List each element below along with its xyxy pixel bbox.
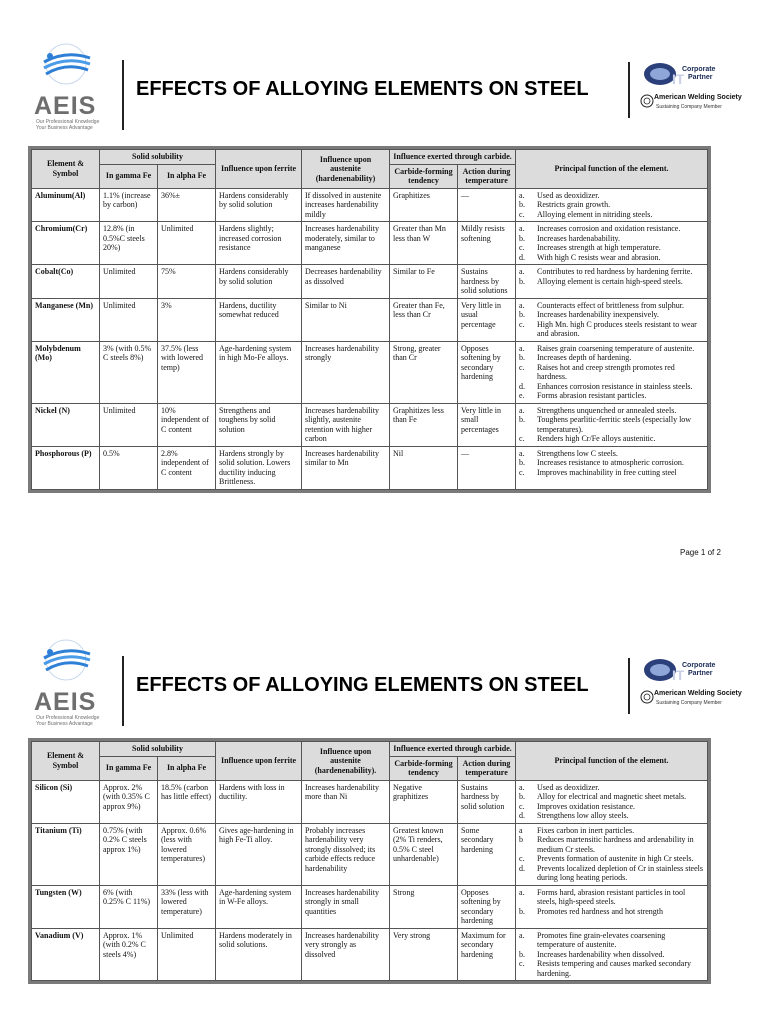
- list-item: [519, 234, 704, 244]
- list-text: Resists tempering and causes marked secondary hardening.: [537, 959, 691, 978]
- list-item: [519, 931, 704, 950]
- list-text: Renders high Cr/Fe alloys austenitic.: [537, 434, 656, 443]
- gamma-cell: 1.1% (increase by carbon): [100, 188, 158, 222]
- list-marker: c.: [519, 467, 525, 477]
- list-item: [519, 468, 704, 478]
- alpha-cell: Approx. 0.6% (less with lowered temperatures): [158, 823, 216, 885]
- list-text: Increases corrosion and oxidation resistance.: [537, 224, 681, 233]
- austenite-cell: Increases hardenability strongly in small quantities: [302, 885, 390, 928]
- element-cell: Vanadium (V): [32, 928, 100, 981]
- header-carbide-forming: Carbide-forming tendency: [390, 164, 458, 188]
- list-text: Counteracts effect of brittleness from sulphur.: [537, 300, 684, 310]
- gamma-cell: Unlimited: [100, 298, 158, 341]
- ferrite-cell: Hardens moderately in solid solutions.: [216, 928, 302, 981]
- list-text: Raises hot and creep strength promotes red hardness.: [537, 362, 675, 381]
- svg-text:IT: IT: [672, 71, 684, 87]
- list-text: Increases resistance to atmospheric corrosion.: [537, 458, 684, 467]
- list-item: [519, 243, 704, 253]
- list-text: Contributes to red hardness by hardening ferrite.: [537, 267, 693, 276]
- aeis-logo: [30, 42, 120, 130]
- alloy-table-1: [28, 146, 711, 493]
- list-text: Promotes red hardness and hot strength: [537, 906, 664, 916]
- table-row: [32, 928, 708, 981]
- function-cell: [516, 298, 708, 341]
- header-element: Element & Symbol: [32, 150, 100, 189]
- element-cell: Aluminum(Al): [32, 188, 100, 222]
- list-marker: c.: [519, 434, 525, 443]
- action-cell: Opposes softening by secondary hardening: [458, 885, 516, 928]
- list-item: [519, 191, 704, 201]
- austenite-cell: Increases hardenability moderately, similar to manganese: [302, 222, 390, 265]
- list-marker: d.: [519, 811, 526, 820]
- header-alpha: In alpha Fe: [158, 756, 216, 780]
- member-label: Sustaining Company Member: [656, 700, 722, 706]
- header-austenite: Influence upon austenite (hardenenability): [302, 150, 390, 189]
- element-cell: Molybdenum (Mo): [32, 341, 100, 403]
- austenite-cell: Increases hardenability strongly: [302, 341, 390, 403]
- list-item: [519, 415, 704, 434]
- list-text: Restricts grain growth.: [537, 200, 611, 209]
- action-cell: Some secondary hardening: [458, 823, 516, 885]
- list-item: [519, 267, 704, 277]
- list-text: Prevents localized depletion of Cr in stainless steels during long heating periods.: [537, 863, 703, 882]
- element-cell: Titanium (Ti): [32, 823, 100, 885]
- list-marker: b.: [519, 310, 526, 319]
- carbide-cell: Strong: [390, 885, 458, 928]
- header-alpha: In alpha Fe: [158, 164, 216, 188]
- partner-label: Corporate Partner: [682, 66, 716, 81]
- list-marker: c.: [519, 243, 525, 252]
- list-text: Strengthens unquenched or annealed steels.: [537, 405, 677, 415]
- gamma-cell: 12.8% (in 0.5%C steels 20%): [100, 222, 158, 265]
- alpha-cell: 75%: [158, 265, 216, 299]
- action-cell: Sustains hardness by solid solution: [458, 780, 516, 823]
- austenite-cell: Decreases hardenability as dissolved: [302, 265, 390, 299]
- alpha-cell: 10% independent of C content: [158, 403, 216, 446]
- gamma-cell: Approx. 2% (with 0.35% C approx 9%): [100, 780, 158, 823]
- action-cell: Sustains hardness by solid solutions: [458, 265, 516, 299]
- list-text: With high C resists wear and abrasion.: [537, 252, 661, 262]
- list-item: [519, 802, 704, 812]
- function-cell: [516, 265, 708, 299]
- list-item: [519, 811, 704, 821]
- page-number: Page 1 of 2: [680, 548, 721, 557]
- element-cell: Tungsten (W): [32, 885, 100, 928]
- function-cell: [516, 885, 708, 928]
- list-item: [519, 320, 704, 339]
- list-marker: b.: [519, 792, 526, 801]
- ferrite-cell: Hardens with loss in ductility.: [216, 780, 302, 823]
- list-marker: b.: [519, 200, 526, 209]
- header-solid-solubility: Solid solubility: [100, 742, 216, 757]
- list-item: [519, 391, 704, 401]
- divider: [122, 656, 124, 726]
- austenite-cell: If dissolved in austenite increases hardenability mildly: [302, 188, 390, 222]
- list-text: Prevents formation of austenite in high Cr steels.: [537, 854, 694, 863]
- gamma-cell: Unlimited: [100, 403, 158, 446]
- function-cell: [516, 446, 708, 489]
- header-carbide-forming: Carbide-forming tendency: [390, 756, 458, 780]
- list-item: [519, 277, 704, 287]
- list-text: Used as deoxidizer.: [537, 782, 600, 792]
- carbide-cell: Graphitizes less than Fe: [390, 403, 458, 446]
- list-text: Raises grain coarsening temperature of austenite.: [537, 343, 695, 353]
- list-marker: a.: [519, 267, 525, 276]
- list-marker: b.: [519, 458, 526, 467]
- action-cell: Opposes softening by secondary hardening: [458, 341, 516, 403]
- list-item: [519, 363, 704, 382]
- table-row: [32, 823, 708, 885]
- list-marker: a.: [519, 190, 525, 200]
- header-ferrite: Influence upon ferrite: [216, 150, 302, 189]
- element-cell: Chromium(Cr): [32, 222, 100, 265]
- brand-name: AEIS: [34, 688, 97, 716]
- ferrite-cell: Hardens, ductility somewhat reduced: [216, 298, 302, 341]
- list-text: High Mn. high C produces steels resistant to wear and abrasion.: [537, 319, 697, 338]
- list-marker: c.: [519, 959, 525, 968]
- divider: [628, 62, 630, 118]
- globe-icon: [36, 638, 96, 682]
- page-title: EFFECTS OF ALLOYING ELEMENTS ON STEEL: [136, 78, 589, 100]
- action-cell: Very little in small percentages: [458, 403, 516, 446]
- alpha-cell: Unlimited: [158, 928, 216, 981]
- function-cell: [516, 403, 708, 446]
- alpha-cell: 18.5% (carbon has little effect): [158, 780, 216, 823]
- function-cell: [516, 823, 708, 885]
- list-marker: a.: [519, 405, 525, 415]
- list-item: [519, 224, 704, 234]
- element-cell: Nickel (N): [32, 403, 100, 446]
- partner-badge: [640, 60, 740, 120]
- list-text: Forms abrasion resistant particles.: [537, 391, 647, 400]
- list-marker: a: [519, 825, 523, 835]
- table-row: [32, 403, 708, 446]
- table-row: [32, 265, 708, 299]
- gamma-cell: 3% (with 0.5% C steels 8%): [100, 341, 158, 403]
- list-item: [519, 301, 704, 311]
- element-cell: Cobalt(Co): [32, 265, 100, 299]
- carbide-cell: Very strong: [390, 928, 458, 981]
- list-marker: b.: [519, 906, 526, 916]
- austenite-cell: Increases hardenability similar to Mn: [302, 446, 390, 489]
- list-marker: e.: [519, 391, 525, 400]
- list-marker: b.: [519, 276, 526, 286]
- member-label: Sustaining Company Member: [656, 104, 722, 110]
- gamma-cell: Approx. 1% (with 0.2% C steels 4%): [100, 928, 158, 981]
- header-solid-solubility: Solid solubility: [100, 150, 216, 165]
- header-austenite: Influence upon austenite (hardenenability).: [302, 742, 390, 781]
- element-cell: Phosphorous (P): [32, 446, 100, 489]
- list-text: Enhances corrosion resistance in stainless steels.: [537, 381, 693, 391]
- element-cell: Manganese (Mn): [32, 298, 100, 341]
- divider: [628, 658, 630, 714]
- list-item: [519, 783, 704, 793]
- list-marker: a.: [519, 930, 525, 940]
- list-item: [519, 353, 704, 363]
- austenite-cell: Probably increases hardenability very strongly dissolved; its carbide effects reduce hardenability: [302, 823, 390, 885]
- aws-seal-icon: [640, 94, 654, 108]
- header-ferrite: Influence upon ferrite: [216, 742, 302, 781]
- carbide-cell: Greatest known (2% Ti renders, 0.5% C steel unhardenable): [390, 823, 458, 885]
- alpha-cell: 2.8% independent of C content: [158, 446, 216, 489]
- ferrite-cell: Strengthens and toughens by solid solution: [216, 403, 302, 446]
- list-text: Used as deoxidizer.: [537, 190, 600, 200]
- brand-name: AEIS: [34, 92, 97, 120]
- alpha-cell: Unlimited: [158, 222, 216, 265]
- list-text: Improves oxidation resistance.: [537, 801, 636, 811]
- list-item: [519, 826, 704, 836]
- list-marker: a.: [519, 300, 525, 310]
- carbide-cell: Negative graphitizes: [390, 780, 458, 823]
- gamma-cell: Unlimited: [100, 265, 158, 299]
- action-cell: Mildly resists softening: [458, 222, 516, 265]
- action-cell: —: [458, 188, 516, 222]
- austenite-cell: Increases hardenability more than Ni: [302, 780, 390, 823]
- list-item: [519, 888, 704, 907]
- list-item: [519, 907, 704, 917]
- list-text: Forms hard, abrasion resistant particles in tool steels, high-speed steels.: [537, 887, 686, 906]
- list-text: Alloy for electrical and magnetic sheet metals.: [537, 792, 687, 801]
- list-marker: c.: [519, 362, 525, 372]
- function-cell: [516, 780, 708, 823]
- partner-emblem-icon: [642, 60, 684, 88]
- list-item: [519, 959, 704, 978]
- list-text: Increases hardenability when dissolved.: [537, 949, 665, 959]
- ferrite-cell: Age-hardening system in high Mo-Fe alloys.: [216, 341, 302, 403]
- ferrite-cell: Gives age-hardening in high Fe-Ti alloy.: [216, 823, 302, 885]
- list-marker: a.: [519, 448, 525, 458]
- list-item: [519, 854, 704, 864]
- table-row: [32, 446, 708, 489]
- partner-label: Corporate Partner: [682, 662, 716, 677]
- list-marker: b.: [519, 949, 526, 959]
- list-text: Increases strength at high temperature.: [537, 243, 661, 252]
- list-text: Alloying element is certain high-speed steels.: [537, 276, 683, 286]
- partner-emblem-icon: [642, 656, 684, 684]
- ferrite-cell: Hardens considerably by solid solution: [216, 265, 302, 299]
- list-item: [519, 792, 704, 802]
- list-marker: c.: [519, 209, 525, 219]
- header-principal: Principal function of the element.: [516, 742, 708, 781]
- carbide-cell: Greater than Fe, less than Cr: [390, 298, 458, 341]
- gamma-cell: 0.75% (with 0.2% C steels approx 1%): [100, 823, 158, 885]
- aws-seal-icon: [640, 690, 654, 704]
- element-cell: Silicon (Si): [32, 780, 100, 823]
- carbide-cell: Similar to Fe: [390, 265, 458, 299]
- list-text: Promotes fine grain-elevates coarsening temperature of austenite.: [537, 930, 666, 949]
- alpha-cell: 36%±: [158, 188, 216, 222]
- table-row: [32, 780, 708, 823]
- table-row: [32, 341, 708, 403]
- header-gamma: In gamma Fe: [100, 164, 158, 188]
- alpha-cell: 33% (less with lowered temperature): [158, 885, 216, 928]
- table-row: [32, 298, 708, 341]
- list-marker: c.: [519, 854, 525, 863]
- society-name: American Welding Society: [654, 94, 742, 101]
- list-item: [519, 864, 704, 883]
- carbide-cell: Strong, greater than Cr: [390, 341, 458, 403]
- ferrite-cell: Hardens strongly by solid solution. Lowers ductility inducing Brittleness.: [216, 446, 302, 489]
- brand-tagline: Our Professional Knowledge Your Business Advantage: [36, 119, 100, 131]
- carbide-cell: Greater than Mn less than W: [390, 222, 458, 265]
- list-text: Alloying element in nitriding steels.: [537, 209, 653, 219]
- ferrite-cell: Age-hardening system in W-Fe alloys.: [216, 885, 302, 928]
- function-cell: [516, 341, 708, 403]
- alloy-table-2: [28, 738, 711, 984]
- list-item: [519, 210, 704, 220]
- list-item: [519, 950, 704, 960]
- austenite-cell: Similar to Ni: [302, 298, 390, 341]
- list-text: Improves machinability in free cutting steel: [537, 467, 677, 477]
- function-cell: [516, 188, 708, 222]
- alpha-cell: 3%: [158, 298, 216, 341]
- list-text: Reduces martensitic hardness and ardenability in medium Cr steels.: [537, 835, 694, 854]
- list-text: Increases hardenability inexpensively.: [537, 310, 659, 319]
- list-text: Increases depth of hardening.: [537, 353, 632, 362]
- list-text: Strengthens low alloy steels.: [537, 811, 629, 820]
- function-cell: [516, 222, 708, 265]
- list-marker: b.: [519, 233, 526, 243]
- list-marker: d.: [519, 252, 526, 262]
- action-cell: Maximum for secondary hardening: [458, 928, 516, 981]
- document-page-2: [0, 596, 768, 1024]
- carbide-cell: Graphitizes: [390, 188, 458, 222]
- ferrite-cell: Hardens slightly; increased corrosion resistance: [216, 222, 302, 265]
- list-item: [519, 835, 704, 854]
- table-body: [32, 780, 708, 981]
- page-title: EFFECTS OF ALLOYING ELEMENTS ON STEEL: [136, 674, 589, 696]
- austenite-cell: Increases hardenability slightly, austenite retention with higher carbon: [302, 403, 390, 446]
- list-marker: d.: [519, 381, 526, 391]
- list-marker: a.: [519, 782, 525, 792]
- partner-badge: [640, 656, 740, 716]
- header-element: Element & Symbol: [32, 742, 100, 781]
- function-cell: [516, 928, 708, 981]
- header-gamma: In gamma Fe: [100, 756, 158, 780]
- list-text: Strengthens low C steels.: [537, 448, 618, 458]
- table-body: [32, 188, 708, 489]
- brand-tagline: Our Professional Knowledge Your Business Advantage: [36, 715, 100, 727]
- list-marker: b.: [519, 353, 526, 362]
- aeis-logo: [30, 638, 120, 726]
- list-marker: a.: [519, 224, 525, 233]
- globe-icon: [36, 42, 96, 86]
- list-item: [519, 344, 704, 354]
- header-action: Action during temperature: [458, 164, 516, 188]
- list-marker: c.: [519, 319, 525, 329]
- list-item: [519, 458, 704, 468]
- alpha-cell: 37.5% (less with lowered temp): [158, 341, 216, 403]
- table-row: [32, 222, 708, 265]
- list-marker: b: [519, 835, 524, 844]
- carbide-cell: Nil: [390, 446, 458, 489]
- austenite-cell: Increases hardenability very strongly as dissolved: [302, 928, 390, 981]
- svg-text:IT: IT: [672, 667, 684, 683]
- table-row: [32, 885, 708, 928]
- ferrite-cell: Hardens considerably by solid solution: [216, 188, 302, 222]
- list-marker: a.: [519, 343, 525, 353]
- table-row: [32, 188, 708, 222]
- list-item: [519, 434, 704, 444]
- list-marker: a.: [519, 887, 525, 897]
- list-text: Toughens pearlitic-ferritic steels (especially low temperatures).: [537, 415, 692, 434]
- gamma-cell: 0.5%: [100, 446, 158, 489]
- society-name: American Welding Society: [654, 690, 742, 697]
- action-cell: Very little in usual percentage: [458, 298, 516, 341]
- list-text: Fixes carbon in inert particles.: [537, 825, 635, 835]
- list-marker: c.: [519, 801, 525, 811]
- list-item: [519, 449, 704, 459]
- list-item: [519, 406, 704, 416]
- divider: [122, 60, 124, 130]
- list-marker: d.: [519, 863, 526, 873]
- list-item: [519, 310, 704, 320]
- header-action: Action during temperature: [458, 756, 516, 780]
- list-text: Increases hardenabability.: [537, 233, 621, 243]
- list-item: [519, 382, 704, 392]
- list-item: [519, 200, 704, 210]
- action-cell: —: [458, 446, 516, 489]
- header-principal: Principal function of the element.: [516, 150, 708, 189]
- list-item: [519, 253, 704, 263]
- header-carbide: Influence exerted through carbide.: [390, 150, 516, 165]
- header-carbide: Influence exerted through carbide.: [390, 742, 516, 757]
- list-marker: b.: [519, 415, 526, 424]
- gamma-cell: 6% (with 0.25% C 11%): [100, 885, 158, 928]
